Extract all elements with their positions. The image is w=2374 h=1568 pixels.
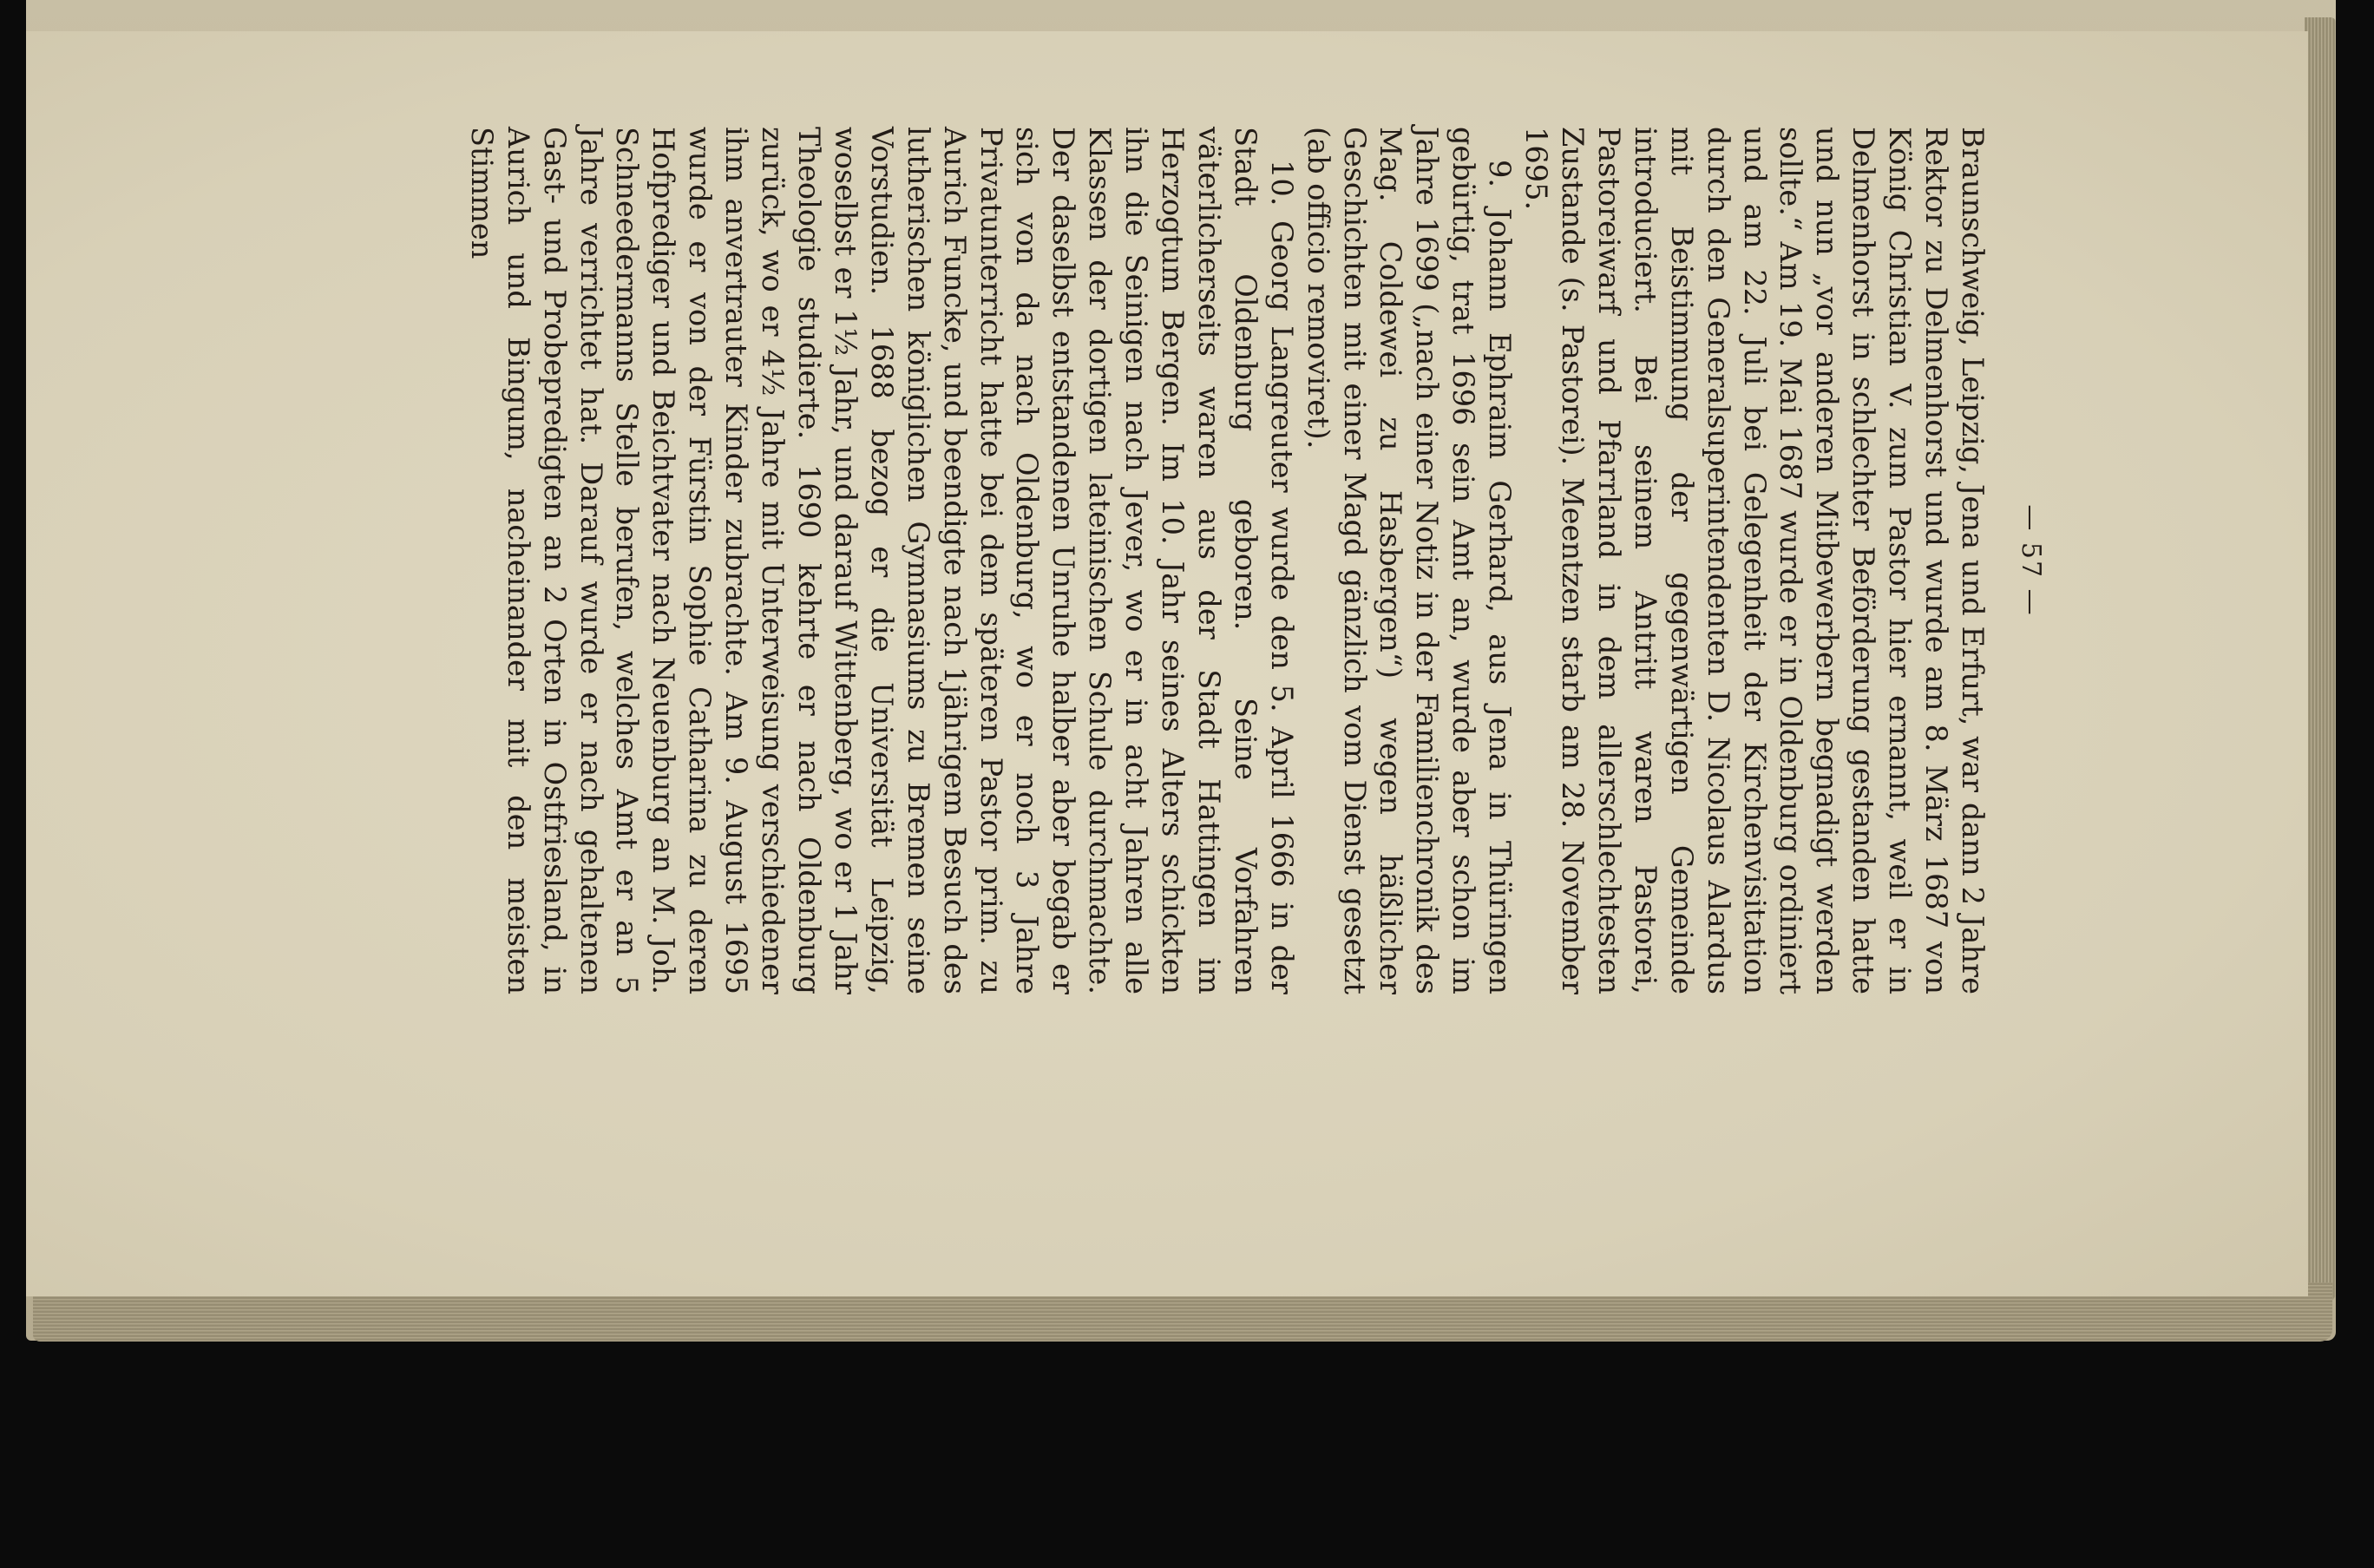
body-text: [463, 127, 1990, 994]
rotated-page-content: [354, 127, 2046, 994]
paragraph-entry-9: 9. Johann Ephraim Gerhard, aus Jena in Thüringen gebürtig, trat 1696 sein Amt an, wurde aber schon im Jahre 1699 („nach einer Notiz in der Familienchronik des Mag. Coldewei zu Hasbergen“) wegen häßlicher Geschichten mit einer Magd gänzlich vom Dienst gesetzt (ab officio removiret).: [1301, 127, 1518, 994]
page-number: — 57 —: [2016, 504, 2046, 617]
paragraph-continuation: Braunschweig, Leipzig, Jena und Erfurt, war dann 2 Jahre Rektor zu Delmenhorst und wurde am 8. März 1687 von König Christian V. zum Pastor hier ernannt, weil er in Delmenhorst in schlechter Beförderung gestanden hatte und nun „vor anderen Mitbewerbern begnadigt werden sollte.“ Am 19. Mai 1687 wurde er in Oldenburg ordiniert und am 22. Juli bei Gelegenheit der Kirchenvisitation durch den Generalsuperintendenten D. Nicolaus Alardus mit Beistimmung der gegenwärtigen Gemeinde introduciert. Bei seinem Antritt waren Pastorei, Pastoreiwarf und Pfarrland in dem allerschlechtesten Zustande (s. Pastorei). Meentzen starb am 28. November 1695.: [1519, 127, 1990, 994]
page-stack-right-edge: [2305, 17, 2336, 1302]
paragraph-entry-10: 10. Georg Langreuter wurde den 5. April 1666 in der Stadt Oldenburg geboren. Seine Vorfahren väterlicherseits waren aus der Stadt Hattingen im Herzogtum Bergen. Im 10. Jahr seines Alters schickten ihn die Seinigen nach Jever, wo er in acht Jahren alle Klassen der dortigen lateinischen Schule durchmachte. Der daselbst entstandenen Unruhe halber aber begab er sich von da nach Oldenburg, wo er noch 3 Jahre Privatunterricht hatte bei dem späteren Pastor prim. zu Aurich Funcke, und beendigte nach 1jährigem Besuch des lutherischen königlichen Gymnasiums zu Bremen seine Vorstudien. 1688 bezog er die Universität Leipzig, woselbst er 1½ Jahr, und darauf Wittenberg, wo er 1 Jahr Theologie studierte. 1690 kehrte er nach Oldenburg zurück, wo er 4½ Jahre mit Unterweisung verschiedener ihm anvertrauter Kinder zubrachte. Am 9. August 1695 wurde er von der Fürstin Sophie Catharina zu deren Hofprediger und Beichtvater nach Neuenburg an M. Joh. Schneedermanns Stelle berufen, welches Amt er an 5 Jahre verrichtet hat. Darauf wurde er nach gehaltenen Gast- und Probepredigten an 2 Orten in Ostfriesland, in Aurich und Bingum, nacheinander mit den meisten Stimmen: [464, 127, 1299, 994]
